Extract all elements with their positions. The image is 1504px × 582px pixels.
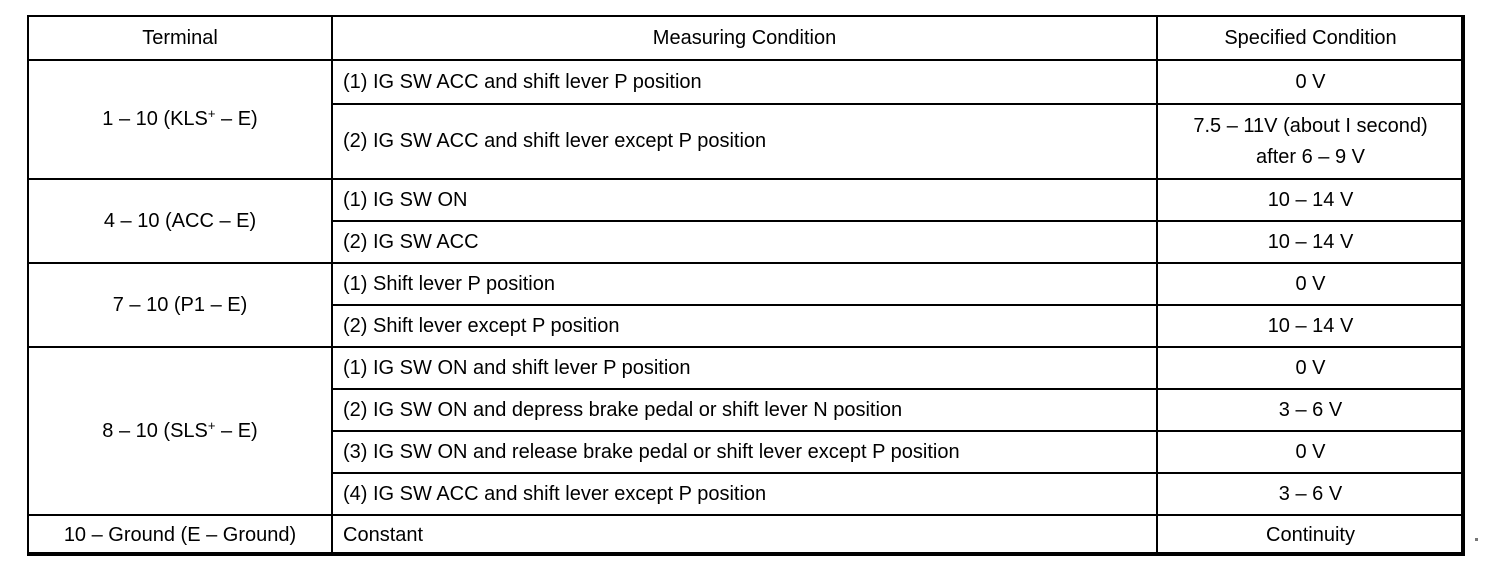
measuring-condition-cell: (2) IG SW ON and depress brake pedal or shift lever N position (332, 389, 1157, 431)
measuring-condition-cell: (2) IG SW ACC and shift lever except P position (332, 104, 1157, 179)
measuring-condition-cell: (1) IG SW ON (332, 179, 1157, 221)
terminal-cell: 4 – 10 (ACC – E) (28, 179, 332, 263)
specified-condition-cell: 0 V (1157, 431, 1464, 473)
specified-condition-cell: Continuity (1157, 515, 1464, 555)
specified-condition-cell: 3 – 6 V (1157, 389, 1464, 431)
terminal-label-suffix: – E) (215, 419, 258, 442)
terminal-label-suffix: – E) (215, 108, 258, 130)
specified-condition-cell: 10 – 14 V (1157, 179, 1464, 221)
spec-line-1: 7.5 – 11V (about I second) (1193, 114, 1428, 137)
specified-condition-cell: 0 V (1157, 263, 1464, 305)
header-terminal: Terminal (28, 16, 332, 60)
measuring-condition-cell: (1) IG SW ACC and shift lever P position (332, 60, 1157, 104)
spec-line-2: after 6 – 9 V (1256, 145, 1365, 168)
measuring-condition-cell: (2) IG SW ACC (332, 221, 1157, 263)
measuring-condition-cell: (4) IG SW ACC and shift lever except P position (332, 473, 1157, 515)
specified-condition-cell: 3 – 6 V (1157, 473, 1464, 515)
measuring-condition-cell: (1) IG SW ON and shift lever P position (332, 347, 1157, 389)
measuring-condition-cell: (3) IG SW ON and release brake pedal or shift lever except P position (332, 431, 1157, 473)
measuring-condition-cell: Constant (332, 515, 1157, 555)
terminal-cell: 10 – Ground (E – Ground) (28, 515, 332, 555)
terminal-label: 8 – 10 (SLS (102, 419, 208, 442)
specified-condition-cell: 0 V (1157, 347, 1464, 389)
header-measuring-condition: Measuring Condition (332, 16, 1157, 60)
table-outer-border (27, 15, 1463, 554)
scan-speck (1475, 538, 1478, 541)
specified-condition-cell: 0 V (1157, 60, 1464, 104)
measuring-condition-cell: (1) Shift lever P position (332, 263, 1157, 305)
terminal-cell: 7 – 10 (P1 – E) (28, 263, 332, 347)
specified-condition-cell: 10 – 14 V (1157, 305, 1464, 347)
specified-condition-cell: 10 – 14 V (1157, 221, 1464, 263)
terminal-label: 1 – 10 (KLS (102, 108, 208, 130)
terminal-superscript: + (207, 417, 216, 433)
terminal-superscript: + (207, 106, 216, 121)
header-specified-condition: Specified Condition (1157, 16, 1464, 60)
measuring-condition-cell: (2) Shift lever except P position (332, 305, 1157, 347)
